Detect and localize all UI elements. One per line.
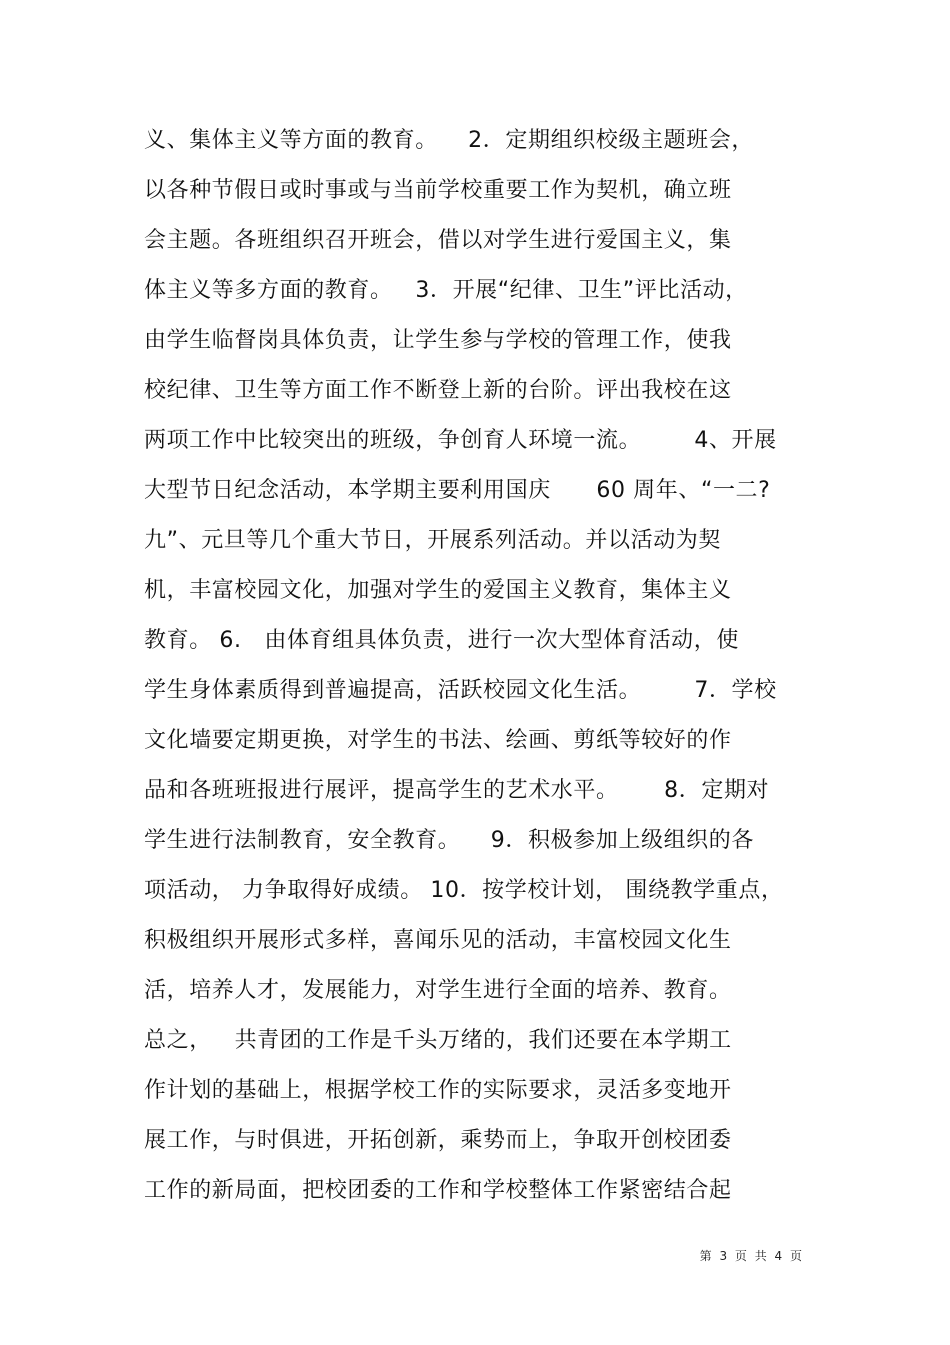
- text-line: 总之， 共青团的工作是千头万绪的，我们还要在本学期工: [144, 1028, 732, 1053]
- text-line: 由学生临督岗具体负责，让学生参与学校的管理工作，使我: [144, 328, 732, 353]
- text-line: 项活动， 力争取得好成绩。 10．按学校计划， 围绕教学重点，: [144, 878, 784, 903]
- text-line: 学生进行法制教育，安全教育。 9．积极参加上级组织的各: [144, 828, 754, 853]
- text-line: 以各种节假日或时事或与当前学校重要工作为契机，确立班: [144, 178, 732, 203]
- text-line: 体主义等多方面的教育。 3．开展“纪律、卫生”评比活动，: [144, 278, 748, 303]
- text-line: 工作的新局面，把校团委的工作和学校整体工作紧密结合起: [144, 1178, 732, 1203]
- text-line: 作计划的基础上，根据学校工作的实际要求，灵活多变地开: [144, 1078, 732, 1103]
- text-line: 学生身体素质得到普遍提高，活跃校园文化生活。 7．学校: [144, 678, 777, 703]
- text-line: 品和各班班报进行展评，提高学生的艺术水平。 8．定期对: [144, 778, 770, 803]
- text-line: 九”、元旦等几个重大节日，开展系列活动。并以活动为契: [144, 528, 721, 553]
- text-line: 会主题。各班组织召开班会，借以对学生进行爱国主义，集: [144, 228, 732, 253]
- text-line: 积极组织开展形式多样，喜闻乐见的活动，丰富校园文化生: [144, 928, 732, 953]
- text-line: 校纪律、卫生等方面工作不断登上新的台阶。评出我校在这: [144, 378, 732, 403]
- text-line: 义、集体主义等方面的教育。 2．定期组织校级主题班会，: [144, 128, 754, 153]
- text-line: 文化墙要定期更换，对学生的书法、绘画、剪纸等较好的作: [144, 728, 732, 753]
- text-line: 教育。 6. 由体育组具体负责，进行一次大型体育活动，使: [144, 628, 739, 653]
- text-line: 两项工作中比较突出的班级，争创育人环境一流。 4、开展: [144, 428, 777, 453]
- text-line: 大型节日纪念活动，本学期主要利用国庆 60 周年、“一二?: [144, 478, 771, 503]
- text-line: 机，丰富校园文化，加强对学生的爱国主义教育，集体主义: [144, 578, 732, 603]
- page-number-footer: 第 3 页 共 4 页: [699, 1249, 804, 1263]
- text-line: 活，培养人才，发展能力，对学生进行全面的培养、教育。: [144, 978, 732, 1003]
- body-text: [144, 118, 824, 1218]
- text-line: 展工作，与时俱进，开拓创新，乘势而上，争取开创校团委: [144, 1128, 732, 1153]
